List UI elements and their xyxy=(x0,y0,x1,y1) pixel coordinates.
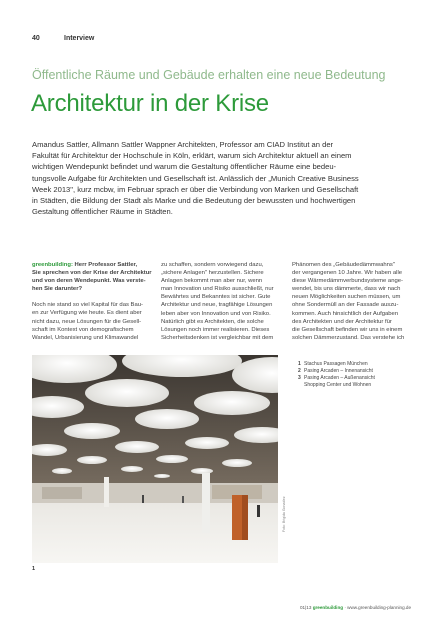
intro-line: wichtigen Wendepunkt befindet und warum die Gestaltung öffentlicher Räume eine bedeu- xyxy=(32,162,337,172)
body-line: Bewährtes und Bekanntes ist sicher. Gute xyxy=(161,294,271,301)
article-subtitle: Öffentliche Räume und Gebäude erhalten eine neue Bedeutung xyxy=(32,68,386,82)
caption-number: 1 xyxy=(298,361,301,367)
answer-line: Noch nie stand so viel Kapital für das Bau- xyxy=(32,302,144,309)
footer-brand: greenbuilding xyxy=(312,605,344,610)
intro-line: Gestaltung öffentlicher Räume in Städten. xyxy=(32,207,173,217)
answer-line: en zur Verfügung wie heute. Es dient aber xyxy=(32,310,142,317)
photo-credit: Foto: Brigida González xyxy=(282,496,286,532)
body-line: zu schaffen, sondern vorwiegend dazu, xyxy=(161,262,264,268)
body-line: kommen. Auch hinsichtlich der Aufgaben xyxy=(292,310,399,317)
interview-question xyxy=(32,261,150,269)
caption-text: Stachus Passagen München xyxy=(304,361,368,367)
body-line: Anlagen bekommt man aber nur, wenn xyxy=(161,278,263,285)
intro-line: in Städten, die Bildung der Stadt als Marke und die Bedeutung der bewussten und hochwertigen xyxy=(32,196,356,206)
section-label: Interview xyxy=(64,35,95,42)
article-title: Architektur in der Krise xyxy=(31,90,269,117)
body-line: Phänomen des „Gebäudedämmwahns" xyxy=(292,262,395,268)
photo-number: 1 xyxy=(32,566,36,572)
body-line: Sicherheitsdenken ist vergleichbar mit dem xyxy=(161,334,274,341)
body-line: man Innovation und Risiko ausschließt, nur xyxy=(161,286,274,293)
article-intro xyxy=(32,139,424,217)
body-line: Natürlich gibt es Architekten, die solche xyxy=(161,318,264,325)
text-column-1 xyxy=(32,261,150,342)
caption-item xyxy=(298,368,428,375)
answer-line: Wandel, Urbanisierung und Klimawandel xyxy=(32,334,139,341)
caption-number: 2 xyxy=(298,368,301,374)
body-line: neuen Möglichkeiten suchen müssen, um xyxy=(292,294,401,301)
body-line: wendet, bis uns dämmerte, dass wir nach xyxy=(292,286,401,293)
page-number: 40 xyxy=(32,35,40,42)
text-column-2 xyxy=(161,261,279,342)
answer-line: schaft im Kontext von demografischem xyxy=(32,326,134,333)
photo-captions xyxy=(298,361,428,389)
body-line: die Gesellschaft befinden wir uns in einem xyxy=(292,326,403,333)
intro-line: Amandus Sattler, Allmann Sattler Wappner Architekten, Professor am CIAD Institut an der xyxy=(32,140,334,149)
body-line: solchen Dämmerzustand. Das verstehe ich xyxy=(292,334,405,341)
body-line: des Architekten und der Architektur für xyxy=(292,318,392,325)
footer-issue: 01|13 xyxy=(300,605,312,610)
caption-text: Shopping Center und Wohnen xyxy=(304,382,372,388)
caption-item xyxy=(298,361,428,368)
body-line: „sichere Anlagen" herzustellen. Sichere xyxy=(161,270,264,277)
footer-url: · www.greenbuilding-planning.de xyxy=(344,605,412,610)
question-brand: greenbuilding: xyxy=(32,262,73,268)
intro-line: Week 2013", kurz mcbw, im Februar sprach er über die Verbindung von Marken und Gesellschaft xyxy=(32,184,359,194)
body-line: leben aber von Innovation und von Risiko. xyxy=(161,310,271,317)
body-line: Architektur und neue, tragfähige Lösungen xyxy=(161,302,273,309)
question-line: hen Sie darunter? xyxy=(32,286,83,293)
body-line: Lösungen noch immer realisieren. Dieses xyxy=(161,326,270,333)
caption-item xyxy=(298,382,428,389)
answer-line: nicht dazu, neue Lösungen für die Gesell- xyxy=(32,318,142,325)
page-footer xyxy=(300,605,411,610)
question-line: Sie sprechen von der Krise der Architektur xyxy=(32,270,152,277)
intro-line: tungsvolle Aufgabe für Architekten und Gesellschaft ist. Anlässlich der „Munich Creative Business xyxy=(32,173,359,183)
question-line: und von deren Wendepunkt. Was verste- xyxy=(32,278,146,285)
caption-number: 3 xyxy=(298,375,301,381)
caption-text: Pasing Arcaden – Innenansicht xyxy=(304,368,373,374)
text-column-3 xyxy=(292,261,410,342)
caption-item xyxy=(298,375,428,382)
caption-text: Pasing Arcaden – Außenansicht xyxy=(304,375,375,381)
body-line: der vergangenen 10 Jahre. Wir haben alle xyxy=(292,270,403,277)
question-text: Herr Professor Sattler, xyxy=(72,262,138,268)
body-line: ohne Sondermüll an der Fassade auszu- xyxy=(292,302,399,309)
body-line: diese Wärmedämmverbundsysteme ange- xyxy=(292,278,403,285)
article-photo xyxy=(32,355,278,563)
intro-line: Fakultät für Architektur der Hochschule in Köln, erklärt, warum sich Architektur aktuell an einem xyxy=(32,151,352,161)
